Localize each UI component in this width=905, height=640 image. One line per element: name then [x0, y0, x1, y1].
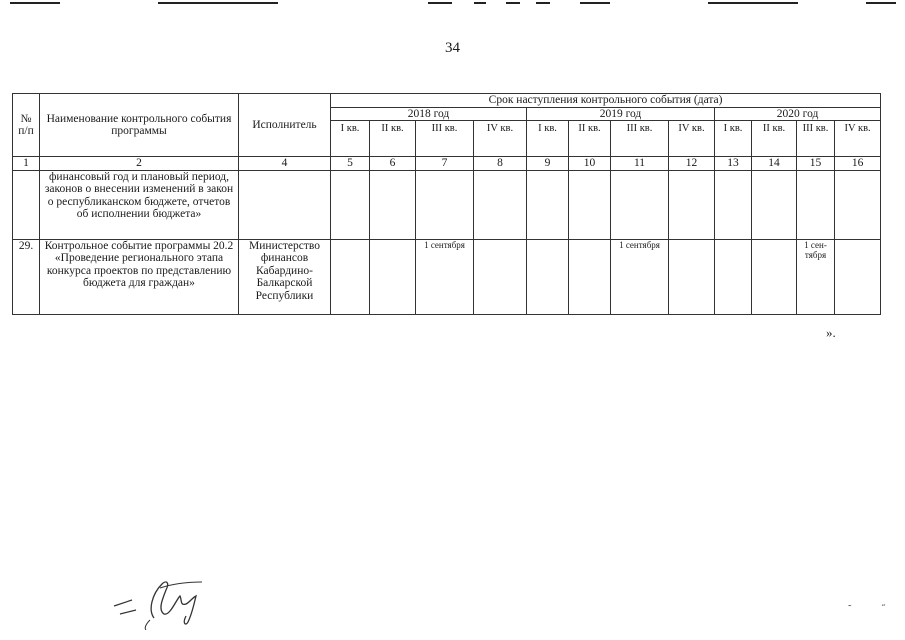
header-quarter: I кв. [331, 121, 370, 157]
date-cell [370, 170, 416, 239]
date-cell [331, 170, 370, 239]
scan-edge-line [428, 2, 452, 4]
row-number: 29. [13, 239, 40, 314]
header-deadline: Срок наступления контрольного события (дата) [331, 94, 881, 108]
table-row [13, 239, 881, 314]
date-cell [715, 239, 752, 314]
scan-edge-line [10, 2, 60, 4]
header-quarter: IV кв. [474, 121, 527, 157]
scan-edge-line [708, 2, 798, 4]
date-cell [835, 170, 881, 239]
header-quarter: IV кв. [835, 121, 881, 157]
page-number: 34 [445, 40, 460, 56]
header-year: 2018 год [331, 107, 527, 121]
column-number: 4 [239, 157, 331, 171]
event-executor [239, 170, 331, 239]
column-number: 15 [797, 157, 835, 171]
column-number: 9 [527, 157, 569, 171]
corner-marks: ˜ ˝ [848, 604, 900, 615]
date-cell [527, 239, 569, 314]
date-cell [331, 239, 370, 314]
scan-edge-line [474, 2, 486, 4]
row-number [13, 170, 40, 239]
control-events-table [12, 93, 881, 315]
date-cell [669, 170, 715, 239]
column-number: 14 [752, 157, 797, 171]
column-number: 1 [13, 157, 40, 171]
date-cell [797, 170, 835, 239]
signature-icon [110, 570, 220, 635]
header-quarter: II кв. [370, 121, 416, 157]
column-number: 10 [569, 157, 611, 171]
date-cell [752, 239, 797, 314]
closing-quote: ». [826, 325, 836, 340]
column-number: 7 [416, 157, 474, 171]
event-executor: Министерство финансов Кабардино-Балкарской Республики [239, 239, 331, 314]
header-year: 2020 год [715, 107, 881, 121]
date-cell [370, 239, 416, 314]
date-cell [474, 239, 527, 314]
date-cell [611, 170, 669, 239]
date-cell [569, 239, 611, 314]
scan-edge-line [580, 2, 610, 4]
header-quarter: I кв. [715, 121, 752, 157]
header-quarter: I кв. [527, 121, 569, 157]
column-number: 16 [835, 157, 881, 171]
date-cell [715, 170, 752, 239]
scan-edge-line [536, 2, 550, 4]
header-quarter: III кв. [416, 121, 474, 157]
event-name: Контрольное событие программы 20.2 «Проведение регионального этапа конкурса проектов по представлению бюджета для граждан» [40, 239, 239, 314]
header-executor: Исполнитель [239, 94, 331, 157]
column-number: 8 [474, 157, 527, 171]
date-cell [527, 170, 569, 239]
header-quarter: III кв. [611, 121, 669, 157]
column-number: 5 [331, 157, 370, 171]
date-cell [669, 239, 715, 314]
date-cell: 1 сентября [416, 239, 474, 314]
date-cell [752, 170, 797, 239]
date-cell: 1 сентября [611, 239, 669, 314]
date-cell [416, 170, 474, 239]
scan-edge-line [866, 2, 896, 4]
header-event-name: Наименование контрольного события программы [40, 94, 239, 157]
header-quarter: IV кв. [669, 121, 715, 157]
table-row [13, 170, 881, 239]
header-quarter: II кв. [752, 121, 797, 157]
column-number: 13 [715, 157, 752, 171]
column-number: 11 [611, 157, 669, 171]
scan-edge-line [158, 2, 278, 4]
date-cell [835, 239, 881, 314]
date-cell: 1 сен-тября [797, 239, 835, 314]
scan-edge-line [506, 2, 520, 4]
column-number: 12 [669, 157, 715, 171]
header-quarter: II кв. [569, 121, 611, 157]
event-name: финансовый год и плановый период, законов о внесении изменений в закон о республиканском бюджете, отчетов об исполнении бюджета» [40, 170, 239, 239]
header-year: 2019 год [527, 107, 715, 121]
header-quarter: III кв. [797, 121, 835, 157]
column-number: 2 [40, 157, 239, 171]
date-cell [569, 170, 611, 239]
column-number: 6 [370, 157, 416, 171]
header-number: № п/п [13, 94, 40, 157]
date-cell [474, 170, 527, 239]
